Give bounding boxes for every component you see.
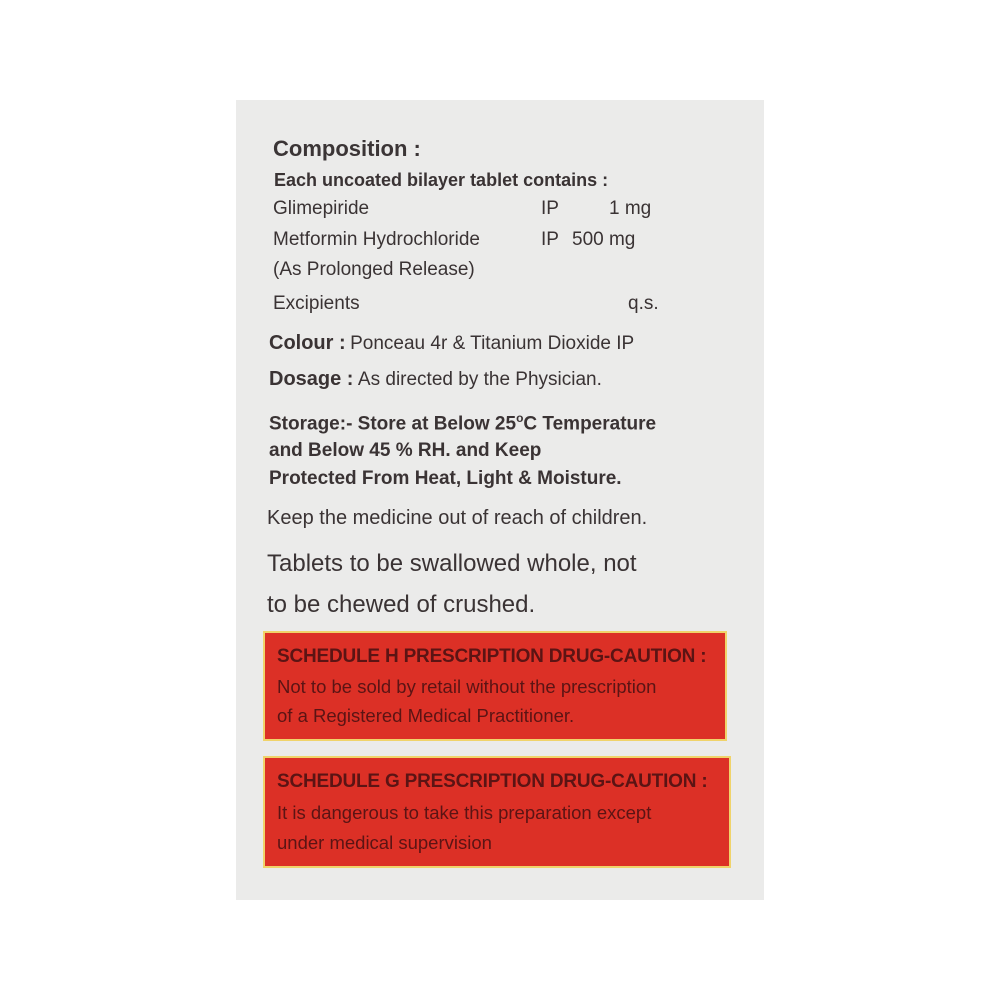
storage-line-3: Protected From Heat, Light & Moisture. bbox=[269, 468, 622, 489]
schedule-h-line-1: Not to be sold by retail without the prescription bbox=[277, 676, 657, 697]
keep-away-text: Keep the medicine out of reach of children. bbox=[267, 507, 648, 529]
ingredient-qty-metformin: 500 mg bbox=[572, 229, 636, 250]
swallow-line-1: Tablets to be swallowed whole, not bbox=[267, 550, 637, 577]
ingredient-name-glimepiride: Glimepiride bbox=[273, 198, 370, 219]
schedule-h-title: SCHEDULE H PRESCRIPTION DRUG-CAUTION : bbox=[277, 646, 707, 667]
storage-line-1 bbox=[269, 411, 656, 435]
release-note: (As Prolonged Release) bbox=[273, 259, 475, 280]
schedule-h-line-2: of a Registered Medical Practitioner. bbox=[277, 705, 575, 726]
storage-text-b: C Temperature bbox=[523, 413, 657, 435]
dosage-value: As directed by the Physician. bbox=[357, 369, 602, 390]
degree-symbol: o bbox=[516, 411, 524, 425]
dosage-line bbox=[269, 368, 602, 391]
storage-line-2: and Below 45 % RH. and Keep bbox=[269, 440, 542, 461]
colour-line bbox=[269, 332, 634, 355]
excipients-qty: q.s. bbox=[628, 293, 659, 314]
schedule-g-line-2: under medical supervision bbox=[277, 832, 492, 853]
ingredient-std-metformin: IP bbox=[541, 229, 559, 250]
schedule-g-box bbox=[263, 756, 731, 868]
ingredient-name-metformin: Metformin Hydrochloride bbox=[273, 229, 480, 250]
dosage-label: Dosage : bbox=[269, 368, 354, 390]
schedule-g-title: SCHEDULE G PRESCRIPTION DRUG-CAUTION : bbox=[277, 771, 708, 792]
composition-intro: Each uncoated bilayer tablet contains : bbox=[274, 170, 609, 190]
excipients-name: Excipients bbox=[273, 293, 360, 314]
colour-value: Ponceau 4r & Titanium Dioxide IP bbox=[350, 333, 635, 354]
schedule-h-box bbox=[263, 631, 727, 741]
composition-heading: Composition : bbox=[273, 136, 421, 161]
ingredient-std-glimepiride: IP bbox=[541, 198, 559, 219]
ingredient-qty-glimepiride: 1 mg bbox=[609, 198, 652, 219]
swallow-line-2: to be chewed of crushed. bbox=[267, 591, 536, 618]
colour-label: Colour : bbox=[269, 332, 346, 354]
storage-text-a: Storage:- Store at Below 25 bbox=[269, 413, 517, 435]
schedule-g-line-1: It is dangerous to take this preparation except bbox=[277, 802, 652, 823]
label-panel bbox=[236, 100, 764, 900]
